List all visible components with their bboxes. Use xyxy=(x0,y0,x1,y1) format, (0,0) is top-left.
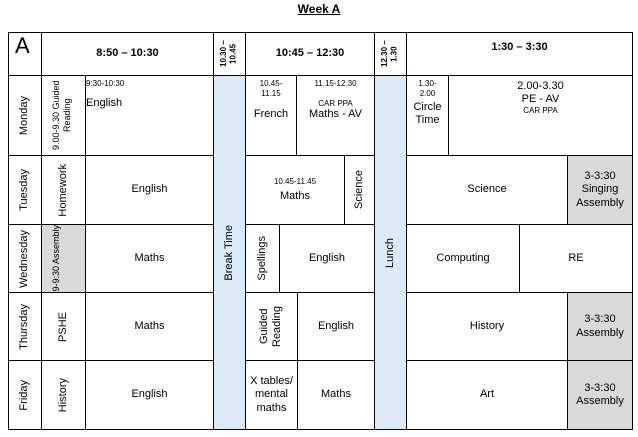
thursday-s3-cell: History xyxy=(406,292,568,361)
monday-s3a-subject: Circle Time xyxy=(413,101,442,127)
monday-early-cell xyxy=(41,75,86,156)
tuesday-s2b-cell xyxy=(344,155,375,225)
day-friday-label: Friday xyxy=(18,379,31,411)
wednesday-s1-cell: Maths xyxy=(85,224,214,293)
break-label: Break Time xyxy=(222,224,235,281)
day-wednesday xyxy=(8,224,42,293)
day-tuesday-label: Tuesday xyxy=(18,169,31,211)
wednesday-early-cell xyxy=(41,224,86,293)
tuesday-s1-cell: English xyxy=(85,155,214,225)
header-session2: 10:45 – 12:30 xyxy=(245,32,375,76)
monday-s2b-time: 11.15-12.30 xyxy=(314,79,357,88)
week-letter: A xyxy=(8,32,42,76)
friday-s3-cell: Art xyxy=(406,360,568,430)
thursday-s3b-text: 3-3:30 Assembly xyxy=(576,313,624,339)
day-thursday xyxy=(8,292,42,361)
header-session3: 1:30 – 3:30 xyxy=(406,32,633,76)
monday-s2b-note: CAR PPA xyxy=(318,98,353,108)
header-lunch-time-text: 12.30 – 1.30 xyxy=(379,40,399,68)
day-monday xyxy=(8,75,42,156)
tuesday-s3b-cell xyxy=(567,155,633,225)
monday-s3a-cell xyxy=(406,75,449,156)
monday-s2b-cell xyxy=(296,75,375,156)
header-lunch-time xyxy=(374,32,407,76)
wednesday-s2a-cell xyxy=(245,224,280,293)
tuesday-s2b-text: Science xyxy=(352,170,365,210)
friday-s2a-text: X tables/ mental maths xyxy=(250,375,293,414)
friday-s3b-text: 3-3:30 Assembly xyxy=(576,381,624,407)
lunch-column xyxy=(374,75,407,430)
header-break-time xyxy=(213,32,246,76)
page-title: Week A xyxy=(297,2,341,16)
wednesday-s3a-cell: Computing xyxy=(406,224,520,293)
monday-s2a-cell xyxy=(245,75,297,156)
day-thursday-label: Thursday xyxy=(18,303,31,350)
tuesday-s3-cell: Science xyxy=(406,155,568,225)
tuesday-s3b-text: 3-3:30 Singing Assembly xyxy=(576,170,624,209)
monday-s3b-time: 2.00-3.30 xyxy=(517,80,564,92)
monday-s2a-subject: French xyxy=(253,108,289,121)
friday-s2a-cell xyxy=(245,360,298,430)
wednesday-s2a-text: Spellings xyxy=(255,236,268,281)
friday-early-text: History xyxy=(56,377,69,413)
thursday-s2b-cell: English xyxy=(297,292,375,361)
header-break-time-text: 10.30 – 10.45 xyxy=(218,40,238,68)
wednesday-early-text: 9-9:30 Assembly xyxy=(50,225,61,292)
tuesday-s2-time: 10.45-11.45 xyxy=(273,177,317,187)
monday-s1-subject: English xyxy=(86,96,123,109)
thursday-early-cell xyxy=(41,292,86,361)
wednesday-s2b-cell: English xyxy=(279,224,375,293)
monday-s3b-note: CAR PPA xyxy=(523,106,558,116)
monday-s2b-subject: Maths - AV xyxy=(309,108,362,121)
monday-s3a-time: 1.30- 2.00 xyxy=(418,79,437,98)
friday-s3b-cell xyxy=(567,360,633,430)
thursday-s2a-text: Guided Reading xyxy=(257,306,283,347)
day-tuesday xyxy=(8,155,42,225)
friday-s2b-cell: Maths xyxy=(297,360,375,430)
tuesday-early-text: Homework xyxy=(56,163,69,217)
monday-s2a-time: 10.45- 11.15 xyxy=(259,79,283,98)
day-friday xyxy=(8,360,42,430)
wednesday-s3b-cell: RE xyxy=(519,224,633,293)
thursday-s2a-cell xyxy=(245,292,298,361)
thursday-s3b-cell xyxy=(567,292,633,361)
header-session1: 8:50 – 10:30 xyxy=(41,32,214,76)
friday-s1-cell: English xyxy=(85,360,214,430)
break-column xyxy=(213,75,246,430)
tuesday-s2-subject: Maths xyxy=(280,189,310,202)
lunch-label: Lunch xyxy=(383,237,396,268)
day-monday-label: Monday xyxy=(18,95,31,136)
monday-s1-cell xyxy=(85,75,214,156)
tuesday-early-cell xyxy=(41,155,86,225)
friday-early-cell xyxy=(41,360,86,430)
monday-s1-time: 9:30-10:30 xyxy=(86,79,125,88)
day-wednesday-label: Wednesday xyxy=(18,229,31,288)
monday-early-text: 9.00-9.30 Guided Reading xyxy=(50,80,72,151)
tuesday-s2-cell xyxy=(245,155,345,225)
thursday-s1-cell: Maths xyxy=(85,292,214,361)
thursday-early-text: PSHE xyxy=(56,311,69,342)
monday-s3b-cell xyxy=(448,75,633,156)
monday-s3b-subject: PE - AV xyxy=(521,93,560,106)
